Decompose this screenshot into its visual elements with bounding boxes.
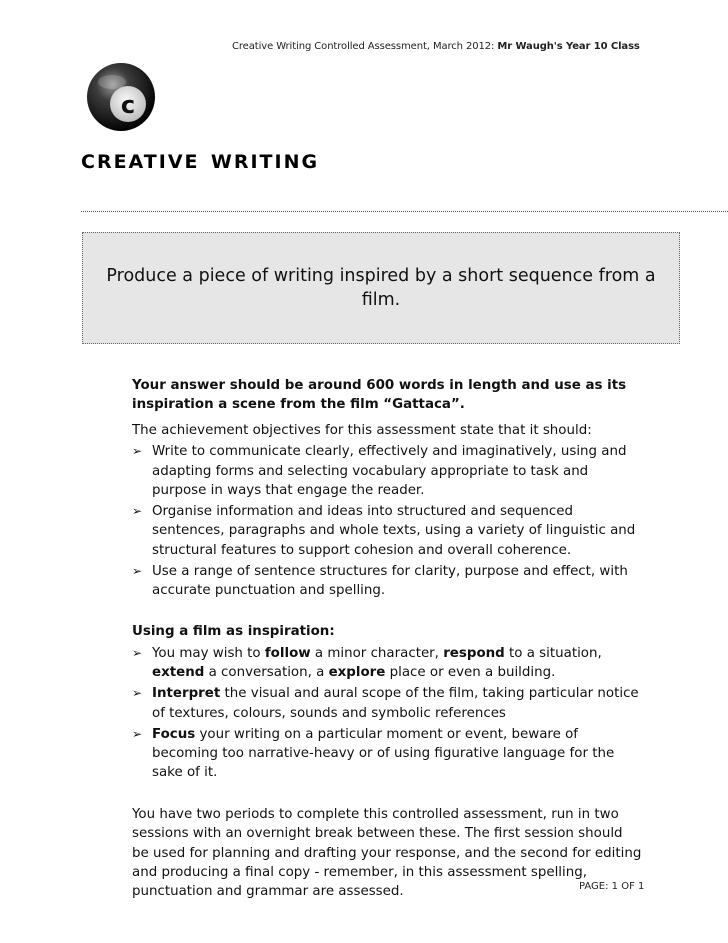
task-statement: Produce a piece of writing inspired by a short sequence from a film. bbox=[106, 266, 656, 310]
instructions bbox=[132, 376, 645, 902]
list-item: ➢ Use a range of sentence structures for clarity, purpose and effect, with accurate punctuation and spelling. bbox=[132, 563, 628, 599]
objectives-list bbox=[132, 442, 642, 600]
header-class-name: Mr Waugh's Year 10 Class bbox=[497, 41, 640, 52]
arrow-bullet-icon: ➢ bbox=[132, 444, 143, 459]
arrow-bullet-icon: ➢ bbox=[132, 686, 143, 701]
divider bbox=[81, 211, 728, 212]
objectives-lead: The achievement objectives for this assessment state that it should: bbox=[132, 422, 592, 438]
document-header bbox=[232, 41, 652, 52]
header-prefix: Creative Writing Controlled Assessment, March 2012: bbox=[232, 41, 498, 52]
copyright-logo-icon bbox=[86, 62, 156, 132]
film-heading: Using a film as inspiration: bbox=[132, 624, 335, 640]
intro-text: Your answer should be around 600 words in length and use as its inspiration a scene from the film “Gattaca”. bbox=[132, 378, 627, 413]
list-item: ➢ Focus your writing on a particular moment or event, beware of becoming too narrative-heavy or of using figurative language for the sake of it. bbox=[132, 726, 615, 781]
page-number: PAGE: 1 OF 1 bbox=[579, 881, 645, 892]
task-box bbox=[82, 232, 680, 344]
arrow-bullet-icon: ➢ bbox=[132, 563, 143, 578]
logo-letter: c bbox=[120, 91, 136, 119]
film-points-list bbox=[132, 644, 642, 783]
list-item: ➢ You may wish to follow a minor character, respond to a situation, extend a conversation, a explore place or even a building. bbox=[132, 645, 602, 681]
list-item: ➢ Write to communicate clearly, effectively and imaginatively, using and adapting forms and selecting vocabulary appropriate to task and purpose in ways that engage the reader. bbox=[132, 444, 627, 499]
page-title: creative writing bbox=[81, 144, 320, 175]
list-item: ➢ Organise information and ideas into structured and sequenced sentences, paragraphs and whole texts, using a variety of linguistic and structural features to support cohesion and overall coherence. bbox=[132, 503, 636, 558]
arrow-bullet-icon: ➢ bbox=[132, 503, 143, 518]
arrow-bullet-icon: ➢ bbox=[132, 726, 143, 741]
closing-paragraph: You have two periods to complete this controlled assessment, run in two sessions with an overnight break between these. The first session should be used for planning and drafting your response, and the second for editing and producing a final copy - remember, in this assessment spelling, punctuation and grammar are assessed. bbox=[132, 806, 642, 900]
list-item: ➢ Interpret the visual and aural scope of the film, taking particular notice of textures, colours, sounds and symbolic references bbox=[132, 686, 639, 721]
arrow-bullet-icon: ➢ bbox=[132, 645, 143, 660]
